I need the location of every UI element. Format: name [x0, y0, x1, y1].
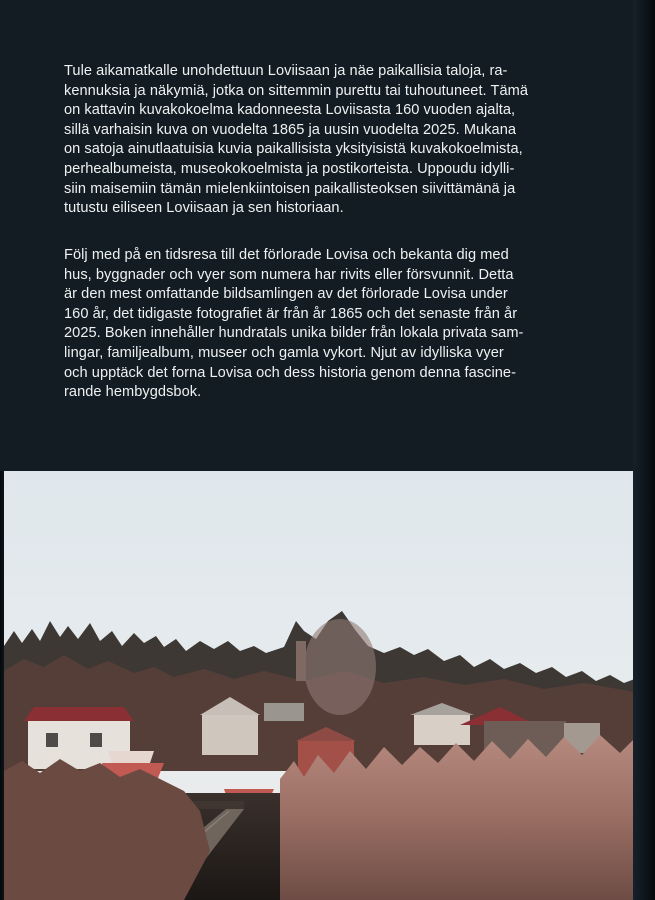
swedish-line: rande hembygdsbok.: [64, 384, 202, 401]
swedish-line: och upptäck det forna Lovisa och dess historia genom denna fascine-: [64, 364, 516, 381]
finnish-line: sillä varhaisin kuva on vuodelta 1865 ja uusin vuodelta 2025. Mukana: [64, 121, 517, 138]
finnish-line: kennuksia ja näkymiä, jotka on sittemmin purettu tai tuhoutuneet. Tämä: [64, 82, 528, 99]
finnish-line: tutustu eiliseen Loviisaan ja sen historiaan.: [64, 200, 344, 217]
finnish-line: on satoja ainutlaatuisia kuvia paikallisista yksityisistä kuvakokoelmista,: [64, 141, 523, 158]
swedish-line: lingar, familjealbum, museer och gamla vykort. Njut av idylliska vyer: [64, 344, 504, 361]
swedish-line: Följ med på en tidsresa till det förlorade Lovisa och bekanta dig med: [64, 247, 509, 263]
cover-spine-edge: [633, 0, 655, 900]
town-shore-photo: [4, 471, 640, 900]
finnish-line: siin maisemiin tämän mielenkiintoisen paikallisteoksen siivittämänä ja: [64, 180, 516, 197]
finnish-line: Tule aikamatkalle unohdettuun Loviisaan ja näe paikallisia taloja, ra-: [64, 63, 508, 79]
swedish-line: 160 år, det tidigaste fotografiet är från år 1865 och det senaste från år: [64, 305, 518, 322]
swedish-line: hus, byggnader och vyer som numera har rivits eller försvunnit. Detta: [64, 266, 514, 283]
swedish-line: är den mest omfattande bildsamlingen av det förlorade Lovisa under: [64, 286, 508, 303]
finnish-line: on kattavin kuvakokoelma kadonneesta Loviisasta 160 vuoden ajalta,: [64, 102, 516, 119]
swedish-description: [64, 246, 596, 403]
swedish-line: 2025. Boken innehåller hundratals unika bilder från lokala privata sam-: [64, 325, 524, 342]
finnish-description: [64, 62, 596, 219]
finnish-line: perhealbumeista, museokokoelmista ja postikorteista. Uppoudu idylli-: [64, 160, 515, 177]
